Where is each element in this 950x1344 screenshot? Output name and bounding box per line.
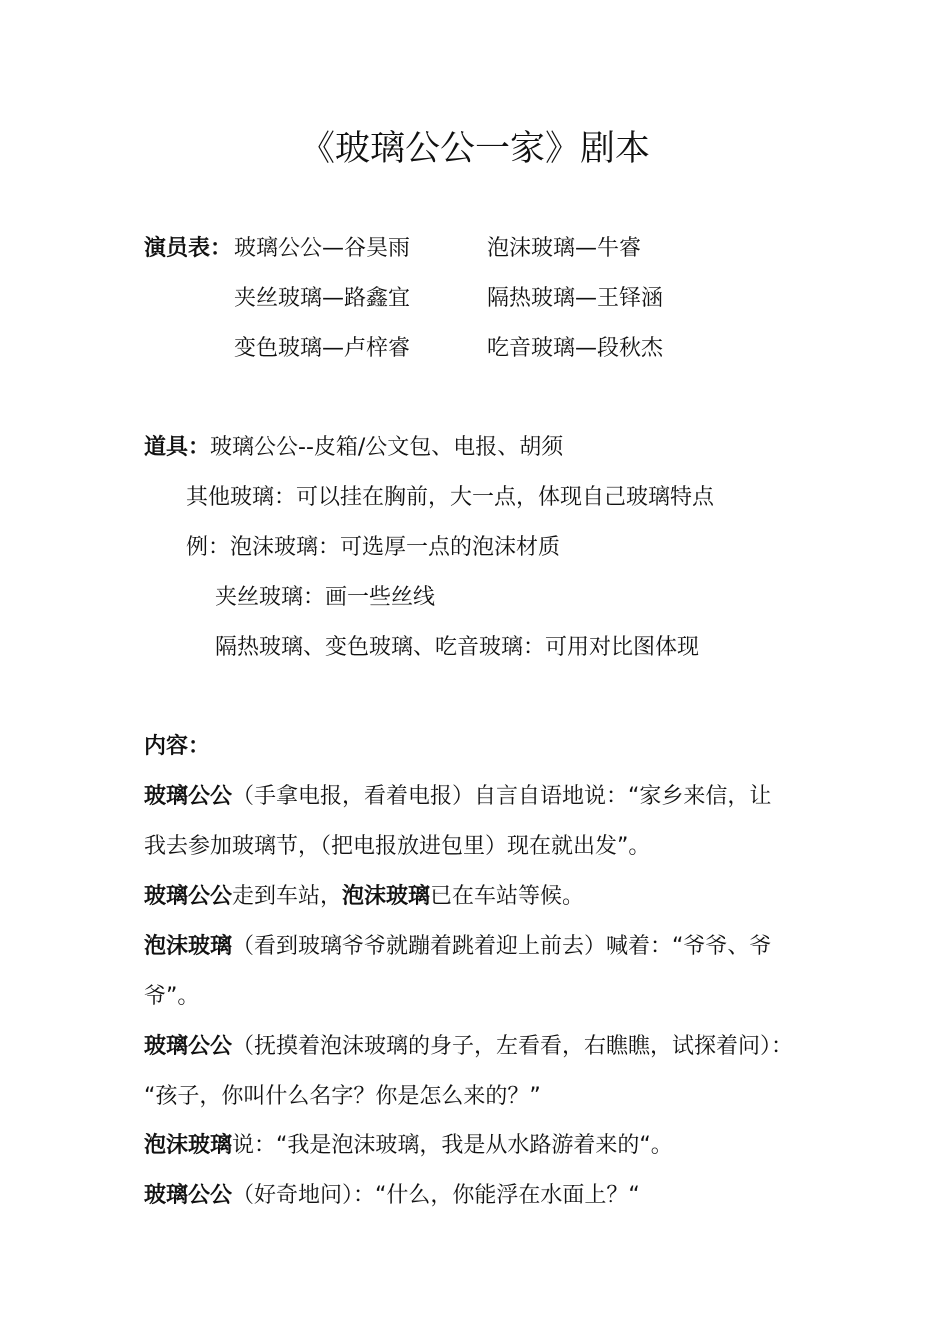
- speaker-name: 玻璃公公: [144, 784, 233, 809]
- stage-text: （手拿电报，看着电报）自言自语地说：“家乡来信，让: [232, 784, 772, 809]
- cast-entry: 玻璃公公—谷昊雨: [234, 236, 411, 261]
- script-paragraph: [144, 882, 584, 912]
- cast-label: 演员表：: [144, 236, 233, 261]
- script-paragraph: [144, 782, 771, 812]
- script-paragraph-continued: 我去参加玻璃节，（把电报放进包里）现在就出发”。: [144, 834, 651, 859]
- props-label: 道具：: [144, 435, 211, 460]
- stage-text: 说：“我是泡沫玻璃，我是从水路游着来的“。: [232, 1133, 673, 1158]
- props-line: 例：泡沫玻璃：可选厚一点的泡沫材质: [186, 535, 561, 560]
- props-text: 玻璃公公--皮箱/公文包、电报、胡须: [210, 435, 564, 460]
- props-line: 隔热玻璃、变色玻璃、吃音玻璃：可用对比图体现: [215, 635, 700, 660]
- document-title: 《玻璃公公一家》剧本: [299, 129, 650, 169]
- script-paragraph: [144, 1181, 640, 1211]
- stage-text: （看到玻璃爷爷就蹦着跳着迎上前去）喊着：“爷爷、爷: [232, 934, 772, 959]
- stage-text: （好奇地问）：“什么，你能浮在水面上？“: [232, 1183, 640, 1208]
- script-paragraph: [144, 932, 771, 962]
- stage-text: 走到车站，: [232, 884, 343, 909]
- content-label: 内容：: [144, 734, 211, 759]
- props-line: 其他玻璃：可以挂在胸前，大一点，体现自己玻璃特点: [186, 485, 715, 510]
- props-line: 夹丝玻璃：画一些丝线: [215, 585, 436, 610]
- props-line: [144, 433, 563, 463]
- speaker-name: 玻璃公公: [144, 884, 233, 909]
- cast-entry: 泡沫玻璃—牛睿: [487, 236, 642, 261]
- script-paragraph-continued: “孩子，你叫什么名字？你是怎么来的？”: [144, 1084, 541, 1109]
- speaker-name: 玻璃公公: [144, 1183, 233, 1208]
- cast-entry: 变色玻璃—卢梓睿: [234, 336, 411, 361]
- cast-entry: 夹丝玻璃—路鑫宜: [234, 286, 411, 311]
- cast-entry: 隔热玻璃—王铎涵: [487, 286, 664, 311]
- stage-text: （抚摸着泡沫玻璃的身子，左看看，右瞧瞧，试探着问）：: [232, 1034, 794, 1059]
- script-paragraph-continued: 爷”。: [144, 984, 200, 1009]
- speaker-name: 玻璃公公: [144, 1034, 233, 1059]
- stage-text: 已在车站等候。: [430, 884, 585, 909]
- cast-entry: 吃音玻璃—段秋杰: [487, 336, 664, 361]
- script-paragraph: [144, 1131, 673, 1161]
- speaker-name: 泡沫玻璃: [342, 884, 431, 909]
- script-paragraph: [144, 1032, 793, 1062]
- speaker-name: 泡沫玻璃: [144, 1133, 233, 1158]
- speaker-name: 泡沫玻璃: [144, 934, 233, 959]
